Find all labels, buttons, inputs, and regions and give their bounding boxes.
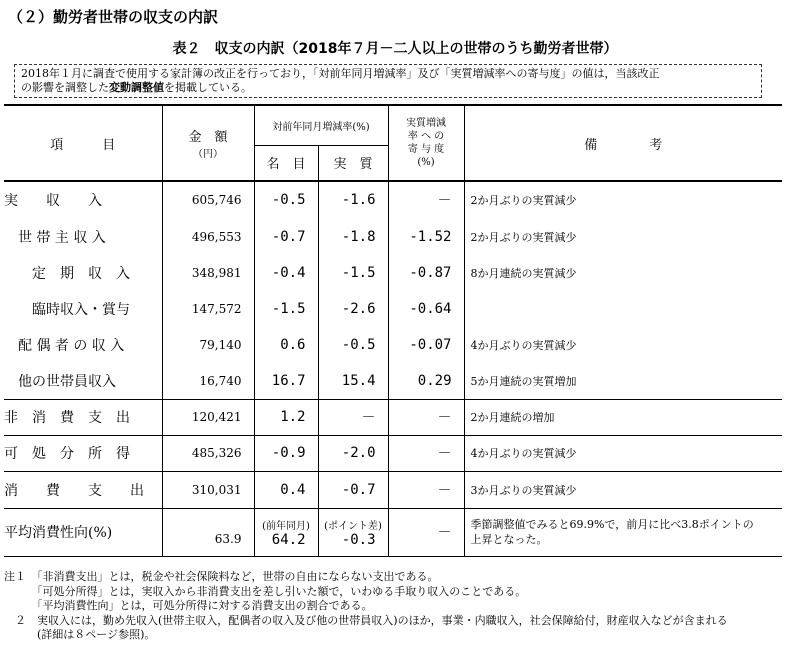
table-row-consumption-propensity: 平均消費性向(%) 63.9 (前年同月) 64.2 (ポイント差) -0.3 － 季節調整値でみると69.9%で，前月に比べ3.8ポイントの 上昇となった。 [4, 508, 782, 556]
revision-note-line1: 2018年１月に調査で使用する家計簿の改正を行っており，「対前年同月増減率」及び「実質増減率への寄与度」の値は，当該改正 [21, 67, 660, 80]
header-nominal: 名 目 [254, 145, 318, 181]
table-row: 世 帯 主 収 入 496,553 -0.7 -1.8 -1.52 2か月ぶりの実質減少 [4, 218, 782, 255]
table-title: 表２ 収支の内訳（2018年７月－二人以上の世帯のうち勤労者世帯） [172, 41, 618, 57]
header-item: 項 目 [4, 105, 162, 181]
revision-note-emphasis: 変動調整値 [109, 81, 164, 94]
table-row: 定 期 収 入 348,981 -0.4 -1.5 -0.87 8か月連続の実質減少 [4, 255, 782, 291]
header-remarks: 備 考 [464, 105, 782, 181]
header-amount: 金 額 （円） [162, 105, 254, 181]
footnotes [4, 570, 784, 643]
footnote-line: 注１ 「非消費支出」とは，税金や社会保険料など，世帯の自由にならない支出である。 [4, 570, 439, 583]
table-row: 配 偶 者 の 収 入 79,140 0.6 -0.5 -0.07 4か月ぶりの実質減少 [4, 327, 782, 363]
footnote-line: ２ 実収入には，勤め先収入(世帯主収入，配偶者の収入及び他の世帯員収入)のほか，事業・内職収入，社会保障給付，財産収入などが含まれる [4, 613, 728, 627]
income-expenditure-table [4, 104, 782, 557]
table-row: 他の世帯員収入 16,740 16.7 15.4 0.29 5か月連続の実質増加 [4, 363, 782, 399]
footnote-line: 「平均消費性向」とは，可処分所得に対する消費支出の割合である。 [4, 599, 373, 612]
table-row: 実 収 入 605,746 -0.5 -1.6 － 2か月ぶりの実質減少 [4, 181, 782, 218]
revision-note-line2: の影響を調整した変動調整値を掲載している。 [21, 81, 252, 94]
header-real: 実 質 [318, 145, 388, 181]
header-contribution: 実質増減 率 へ の 寄 与 度 (%) [388, 105, 464, 181]
table-row: 消 費 支 出 310,031 0.4 -0.7 － 3か月ぶりの実質減少 [4, 471, 782, 508]
table-row: 可 処 分 所 得 485,326 -0.9 -2.0 － 4か月ぶりの実質減少 [4, 435, 782, 471]
footnote-line: (詳細は８ページ参照)。 [4, 628, 156, 641]
revision-note [14, 64, 762, 98]
table-row: 非 消 費 支 出 120,421 1.2 － － 2か月連続の増加 [4, 399, 782, 435]
table-row: 臨時収入・賞与 147,572 -1.5 -2.6 -0.64 [4, 291, 782, 327]
header-yoy: 対前年同月増減率(%) [254, 105, 388, 145]
footnote-line: 「可処分所得」とは，実収入から非消費支出を差し引いた額で，いわゆる手取り収入のことである。 [4, 584, 527, 598]
section-heading: （２）勤労者世帯の収支の内訳 [8, 8, 219, 26]
